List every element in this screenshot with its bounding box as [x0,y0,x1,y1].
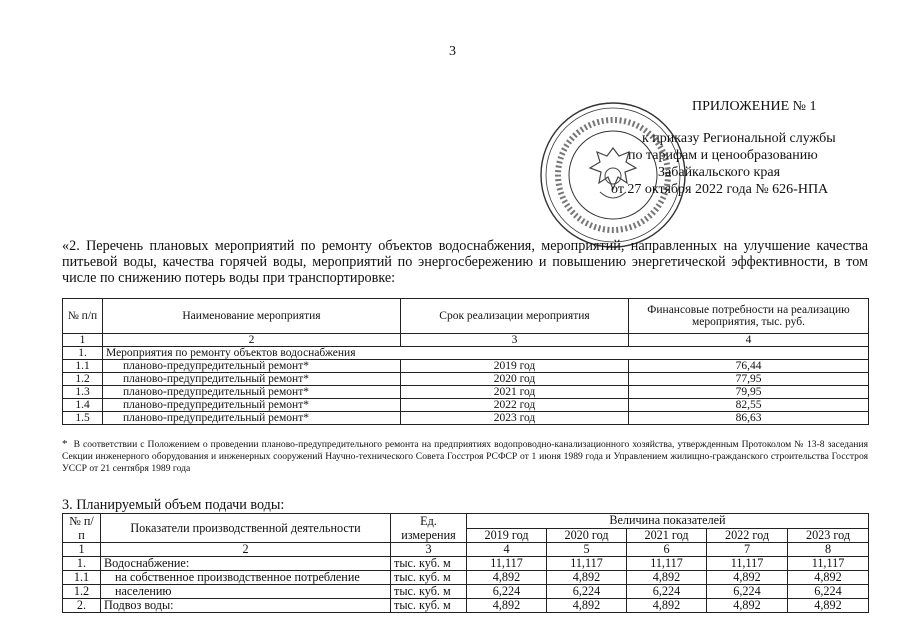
year-cell: 2022 год [707,528,788,543]
value-cell: 4,892 [547,599,627,613]
indicator-name: на собственное производственное потребление [101,571,391,585]
year-cell: 2020 год [547,528,627,543]
value-cell: 6,224 [467,585,547,599]
footnote-mark: * [62,438,68,450]
appendix-line: от 27 октября 2022 года № 626-НПА [611,182,829,197]
unit-cell: тыс. куб. м [391,571,467,585]
indicator-name: Водоснабжение: [101,557,391,571]
row-number: 1.2 [63,585,101,599]
appendix-line: по тарифам и ценообразованию [628,148,818,163]
value-cell: 11,117 [547,557,627,571]
col-number: 3 [401,334,629,347]
value-cell: 11,117 [467,557,547,571]
header-cell: Наименование мероприятия [103,299,401,334]
col-number: 3 [391,543,467,557]
table-row [63,412,869,425]
measure-name: планово-предупредительный ремонт* [103,386,401,399]
row-number: 1.4 [63,399,103,412]
year-cell: 2023 год [788,528,869,543]
table-row [63,557,869,571]
appendix-title: ПРИЛОЖЕНИЕ № 1 [692,99,817,114]
value-cell: 11,117 [627,557,707,571]
value-cell: 4,892 [707,571,788,585]
header-cell: Срок реализации мероприятия [401,299,629,334]
measure-name: планово-предупредительный ремонт* [103,399,401,412]
measure-term: 2019 год [401,360,629,373]
row-number: 1. [63,347,103,360]
header-cell: № п/п [63,514,101,543]
col-number: 1 [63,334,103,347]
section3-title: 3. Планируемый объем подачи воды: [62,497,285,513]
repair-measures-table [62,298,869,425]
table-header-row [63,299,869,334]
row-number: 2. [63,599,101,613]
value-cell: 4,892 [467,571,547,585]
table-row [63,360,869,373]
measure-name: планово-предупредительный ремонт* [103,360,401,373]
value-cell: 6,224 [627,585,707,599]
group-row [63,347,869,360]
unit-cell: тыс. куб. м [391,585,467,599]
row-number: 1.1 [63,360,103,373]
row-number: 1.2 [63,373,103,386]
appendix-line: к приказу Региональной службы [642,131,836,146]
table-row [63,571,869,585]
page-number: 3 [449,44,456,59]
column-number-row [63,334,869,347]
value-cell: 11,117 [707,557,788,571]
measure-cost: 79,95 [629,386,869,399]
table-header-row [63,514,869,529]
value-cell: 4,892 [788,599,869,613]
measure-name: планово-предупредительный ремонт* [103,373,401,386]
value-cell: 6,224 [707,585,788,599]
col-number: 2 [103,334,401,347]
value-cell: 4,892 [788,571,869,585]
row-number: 1.1 [63,571,101,585]
measure-term: 2021 год [401,386,629,399]
table-row [63,373,869,386]
col-number: 1 [63,543,101,557]
year-cell: 2021 год [627,528,707,543]
table-row [63,399,869,412]
col-number: 2 [101,543,391,557]
col-number: 7 [707,543,788,557]
section2-intro: «2. Перечень плановых мероприятий по ремонту объектов водоснабжения, мероприятий, направленных на улучшение качества питьевой воды, качества горячей воды, мероприятий по энергосбережению и повышению энергетической эффективности, в том числе по снижению потерь воды при транспортировке: [62,238,868,287]
table-row [63,585,869,599]
unit-cell: тыс. куб. м [391,557,467,571]
column-number-row [63,543,869,557]
indicator-name: населению [101,585,391,599]
table-row [63,386,869,399]
row-number: 1. [63,557,101,571]
value-cell: 6,224 [547,585,627,599]
water-supply-table [62,513,869,613]
header-cell: Показатели производственной деятельности [101,514,391,543]
value-cell: 4,892 [627,599,707,613]
appendix-line: Забайкальского края [658,165,781,180]
header-cell: Величина показателей [467,514,869,529]
measure-cost: 77,95 [629,373,869,386]
measure-name: планово-предупредительный ремонт* [103,412,401,425]
header-cell: Финансовые потребности на реализацию мероприятия, тыс. руб. [629,299,869,334]
value-cell: 6,224 [788,585,869,599]
value-cell: 11,117 [788,557,869,571]
measure-cost: 82,55 [629,399,869,412]
row-number: 1.3 [63,386,103,399]
measure-cost: 76,44 [629,360,869,373]
year-cell: 2019 год [467,528,547,543]
measure-term: 2020 год [401,373,629,386]
measure-cost: 86,63 [629,412,869,425]
measure-term: 2023 год [401,412,629,425]
col-number: 5 [547,543,627,557]
row-number: 1.5 [63,412,103,425]
value-cell: 4,892 [467,599,547,613]
value-cell: 4,892 [707,599,788,613]
group-name: Мероприятия по ремонту объектов водоснабжения [103,347,869,360]
unit-cell: тыс. куб. м [391,599,467,613]
indicator-name: Подвоз воды: [101,599,391,613]
col-number: 8 [788,543,869,557]
header-cell: Ед. измерения [391,514,467,543]
col-number: 6 [627,543,707,557]
value-cell: 4,892 [547,571,627,585]
col-number: 4 [467,543,547,557]
header-cell: № п/п [63,299,103,334]
value-cell: 4,892 [627,571,707,585]
footnote-text: В соответствии с Положением о проведении планово-предупредительного ремонта на предприятиях водопроводно-канализационного хозяйства, утвержденным Протоколом № 13-8 заседания Секции инженерного оборудования и инженерных сооружений Научно-технического Совета Госстроя РСФСР от 1 июня 1989 года и Управлением жилищно-гражданского строительства Госстроя УССР от 21 сентября 1989 года [62,439,868,474]
footnote [62,438,868,475]
measure-term: 2022 год [401,399,629,412]
col-number: 4 [629,334,869,347]
table-row [63,599,869,613]
